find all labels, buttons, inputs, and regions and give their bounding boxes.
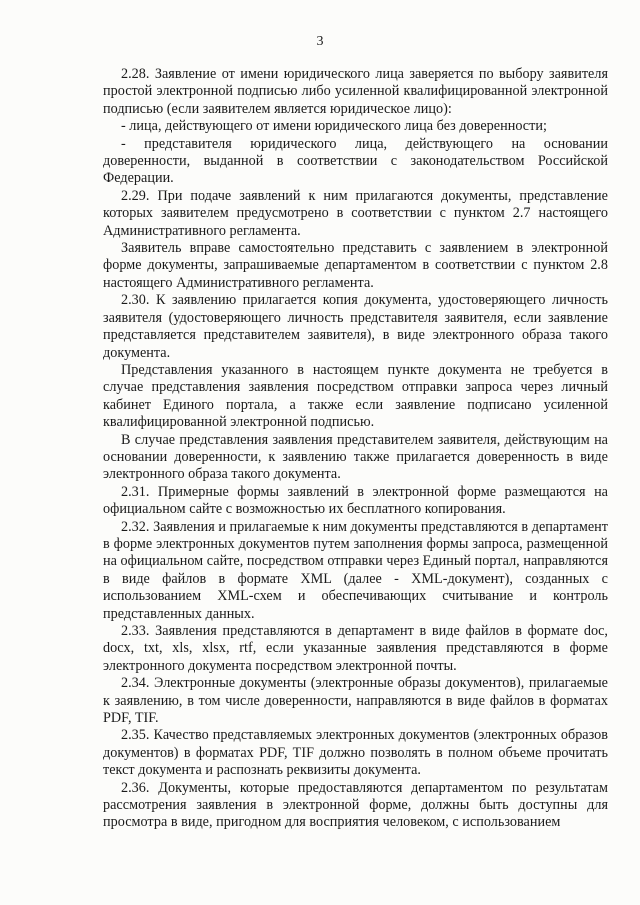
paragraph-2-30: 2.30. К заявлению прилагается копия документа, удостоверяющего личность заявителя (удостоверяющего личность представителя заявителя, если заявление представляется представителем заявителя), в виде электронного образа такого документа. (103, 292, 608, 361)
paragraph-2-30-exemption: Представления указанного в настоящем пункте документа не требуется в случае представления заявления посредством отправки запроса через личный кабинет Единого портала, а также если заявление подписано усиленной квалифицированной электронной подписью. (103, 361, 608, 431)
paragraph-2-30-proxy: В случае представления заявления представителем заявителя, действующим на основании доверенности, к заявлению также прилагается доверенность в виде электронного образа такого документа. (103, 431, 608, 483)
paragraph-2-31: 2.31. Примерные формы заявлений в электронной форме размещаются на официальном сайте с возможностью их бесплатного копирования. (103, 483, 608, 518)
paragraph-2-33: 2.33. Заявления представляются в департамент в виде файлов в формате doc, docx, txt, xls, xlsx, rtf, если указанные заявления представляются в форме электронного документа посредством электронной почты. (103, 623, 608, 674)
paragraph-2-29-applicant-right: Заявитель вправе самостоятельно представить с заявлением в электронной форме документы, запрашиваемые департаментом в соответствии с пунктом 2.8 настоящего Административного регламента. (103, 240, 608, 291)
paragraph-2-34: 2.34. Электронные документы (электронные образы документов), прилагаемые к заявлению, в том числе доверенности, направляются в виде файлов в форматах PDF, TIF. (103, 675, 608, 727)
paragraph-2-28: 2.28. Заявление от имени юридического лица заверяется по выбору заявителя простой электронной подписью либо усиленной квалифицированной электронной подписью (если заявителем является юридическое лицо): (103, 66, 608, 117)
list-item-representative: - представителя юридического лица, действующего на основании доверенности, выданной в соответствии с законодательством Российской Федерации. (103, 135, 608, 187)
paragraph-2-32: 2.32. Заявления и прилагаемые к ним документы представляются в департамент в форме электронных документов путем заполнения формы запроса, размещенной на официальном сайте, посредством отправки через Единый портал, направляются в виде файлов в формате XML (далее - XML-документ), созданных с использованием XML-схем и обеспечивающих считывание и контроль представленных данных. (103, 518, 608, 622)
page-number: 3 (316, 34, 324, 49)
list-item-without-proxy: - лица, действующего от имени юридического лица без доверенности; (121, 118, 547, 135)
paragraph-2-29: 2.29. При подаче заявлений к ним прилагаются документы, представление которых заявителем предусмотрено в соответствии с пунктом 2.7 настоящего Административного регламента. (103, 187, 608, 239)
paragraph-2-36: 2.36. Документы, которые предоставляются департаментом по результатам рассмотрения заявления в электронной форме, должны быть доступны для просмотра в виде, пригодном для восприятия человеком, с использованием (103, 779, 608, 831)
document-body (103, 66, 608, 832)
paragraph-2-35: 2.35. Качество представляемых электронных документов (электронных образов документов) в форматах PDF, TIF должно позволять в полном объеме прочитать текст документа и распознать реквизиты документа. (103, 727, 608, 779)
